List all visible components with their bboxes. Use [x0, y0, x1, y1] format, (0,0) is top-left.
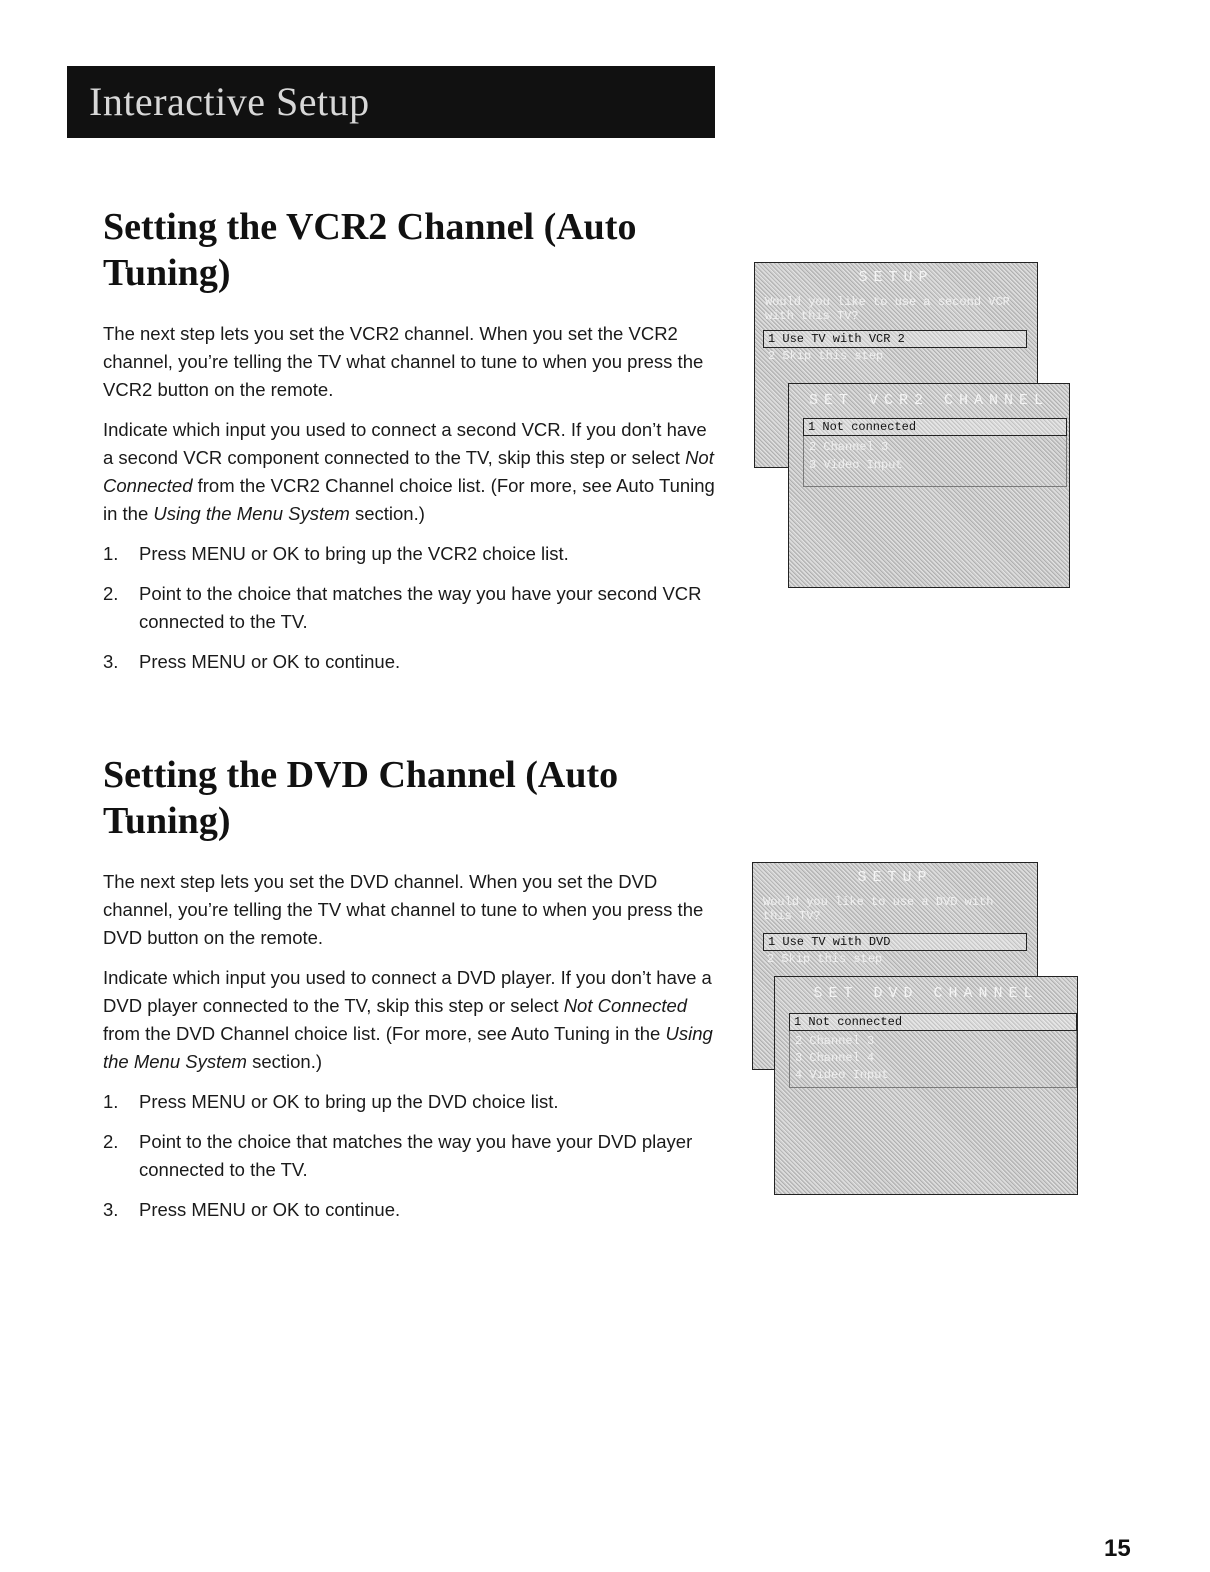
vcr2-intro: The next step lets you set the VCR2 channel. When you set the VCR2 channel, you’re telling the TV what channel to tune to when you press the VCR2 button on the remote.	[103, 323, 704, 400]
dvd-indicate-text-2: from the DVD Channel choice list. (For more, see Auto Tuning in the	[103, 1023, 666, 1044]
dvd-screen-selected-option: 1 Use TV with DVD	[763, 933, 1027, 951]
dvd-indicate-text-3: section.)	[246, 1051, 323, 1072]
page-number: 15	[1104, 1535, 1131, 1562]
dvd-channel-screen	[774, 976, 1078, 1195]
dvd-steps	[103, 1088, 715, 1224]
dvd-screen-option: 2 Skip this step	[767, 952, 883, 966]
vcr2-step-text: Point to the choice that matches the way you have your second VCR connected to the TV.	[139, 583, 702, 632]
vcr2-step-number: 1.	[103, 543, 119, 564]
vcr2-screen-option: 2 Skip this step	[768, 349, 884, 363]
vcr2-heading-line1: Setting the VCR2 Channel (Auto	[103, 206, 637, 248]
dvd-indicate	[103, 964, 715, 1076]
vcr2-step	[103, 648, 715, 676]
vcr2-channel-option: 2 Channel 3	[809, 440, 889, 454]
vcr2-step-number: 2.	[103, 583, 119, 604]
dvd-channel-screen-title: SET DVD CHANNEL	[813, 985, 1039, 1002]
vcr2-channel-option: 3 Video Input	[809, 458, 903, 472]
vcr2-step	[103, 540, 715, 568]
dvd-intro: The next step lets you set the DVD channel. When you set the DVD channel, you’re telling the TV what channel to tune to when you press the DVD button on the remote.	[103, 871, 704, 948]
vcr2-channel-screen	[788, 383, 1070, 588]
dvd-step	[103, 1128, 715, 1184]
vcr2-steps	[103, 540, 715, 676]
dvd-step-number: 2.	[103, 1131, 119, 1152]
vcr2-section	[103, 204, 715, 676]
vcr2-screen-selected-option: 1 Use TV with VCR 2	[763, 330, 1027, 348]
vcr2-heading-line2: Tuning)	[103, 252, 231, 294]
vcr2-indicate	[103, 416, 715, 528]
vcr2-indicate-text-1: Indicate which input you used to connect a second VCR. If you don’t have a second VCR component connected to the TV, skip this step or select	[103, 419, 707, 468]
dvd-channel-selected-option: 1 Not connected	[789, 1013, 1077, 1031]
dvd-step	[103, 1088, 715, 1116]
vcr2-step-text: Press MENU or OK to bring up the VCR2 choice list.	[139, 543, 569, 564]
vcr2-indicate-emphasis-2: Using the Menu System	[153, 503, 350, 524]
dvd-step-text: Point to the choice that matches the way you have your DVD player connected to the TV.	[139, 1131, 693, 1180]
banner-title: Interactive Setup	[89, 79, 370, 124]
dvd-screen-title: SETUP	[857, 869, 933, 886]
dvd-heading	[103, 752, 715, 844]
dvd-channel-option: 2 Channel 3	[795, 1034, 875, 1048]
vcr2-step-number: 3.	[103, 651, 119, 672]
vcr2-channel-screen-title: SET VCR2 CHANNEL	[808, 392, 1050, 409]
vcr2-screen-question: Would you like to use a second VCR with this TV?	[765, 295, 1010, 323]
vcr2-step	[103, 580, 715, 636]
dvd-step-number: 3.	[103, 1199, 119, 1220]
vcr2-channel-selected-option: 1 Not connected	[803, 418, 1067, 436]
dvd-indicate-emphasis-1: Not Connected	[563, 995, 688, 1016]
dvd-heading-line1: Setting the DVD Channel (Auto	[103, 754, 619, 796]
dvd-channel-option: 4 Video Input	[795, 1068, 889, 1082]
vcr2-screen-title: SETUP	[858, 269, 934, 286]
dvd-step	[103, 1196, 715, 1224]
dvd-indicate-text-1: Indicate which input you used to connect a DVD player. If you don’t have a DVD player connected to the TV, skip this step or select	[103, 967, 712, 1016]
section-banner	[67, 66, 715, 138]
dvd-heading-line2: Tuning)	[103, 800, 231, 842]
dvd-section	[103, 752, 715, 1224]
vcr2-step-text: Press MENU or OK to continue.	[139, 651, 401, 672]
vcr2-indicate-emphasis-1: Not Connected	[103, 447, 714, 496]
dvd-indicate-emphasis-2: Using the Menu System	[103, 1023, 713, 1072]
dvd-step-text: Press MENU or OK to bring up the DVD choice list.	[139, 1091, 559, 1112]
dvd-screen-question: Would you like to use a DVD with this TV?	[763, 895, 994, 923]
vcr2-indicate-text-2: from the VCR2 Channel choice list. (For more, see Auto Tuning in the	[103, 475, 715, 524]
dvd-step-text: Press MENU or OK to continue.	[139, 1199, 401, 1220]
dvd-channel-option: 3 Channel 4	[795, 1051, 875, 1065]
vcr2-heading	[103, 204, 715, 296]
dvd-step-number: 1.	[103, 1091, 119, 1112]
vcr2-indicate-text-3: section.)	[349, 503, 425, 524]
